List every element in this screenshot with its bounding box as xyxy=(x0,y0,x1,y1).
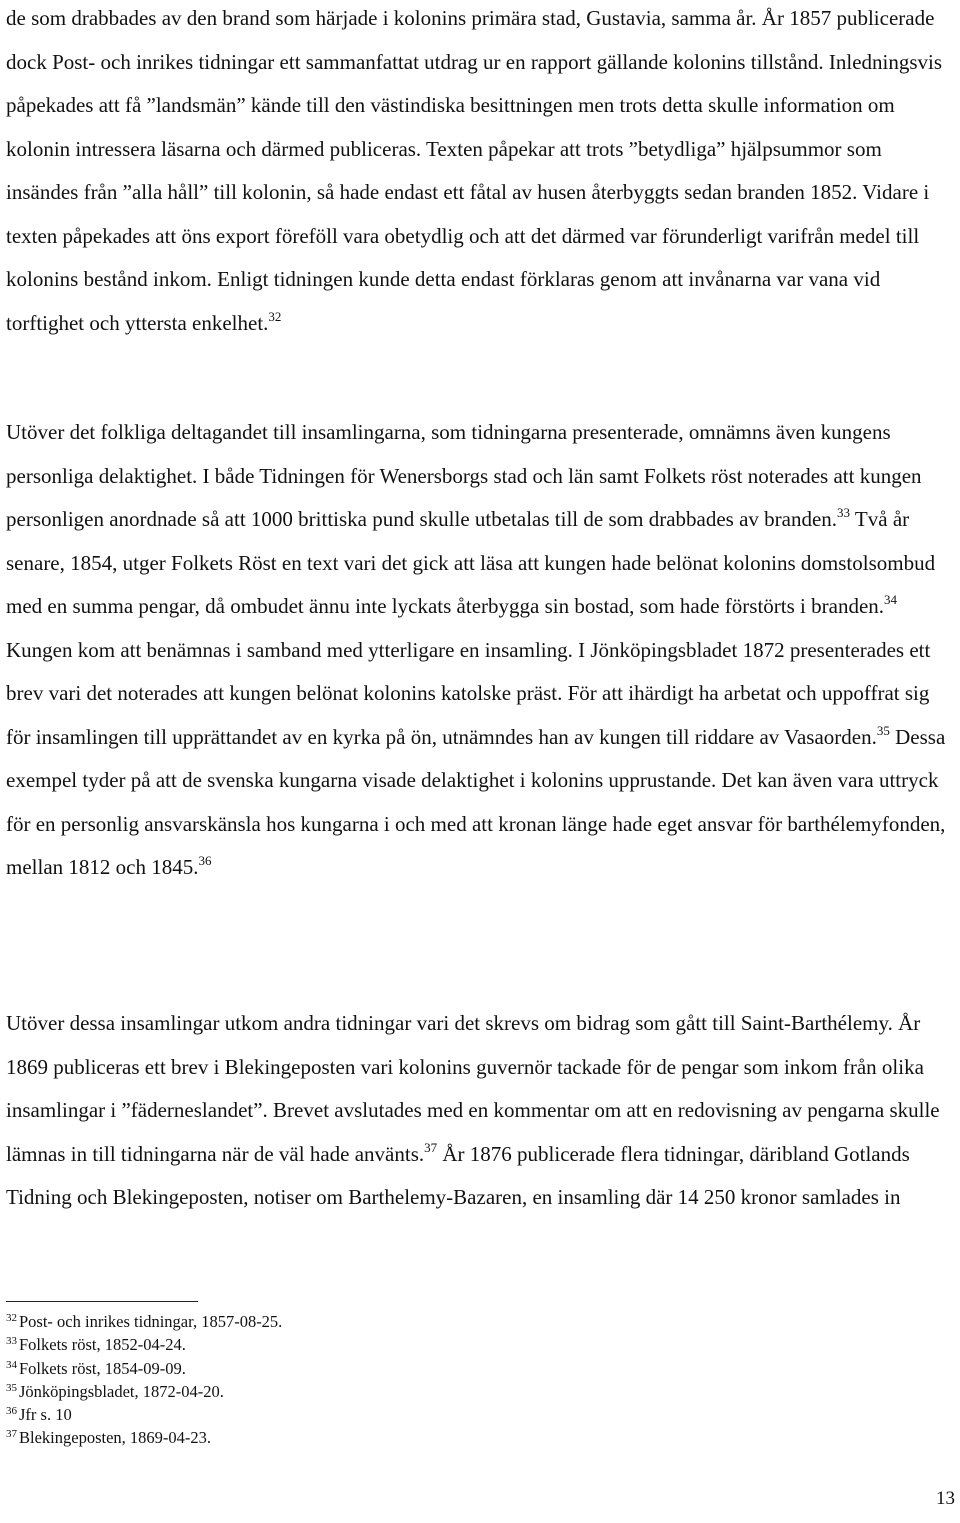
footnote-reference[interactable]: 35 xyxy=(876,722,890,738)
footnote-item xyxy=(6,1426,706,1449)
footnote-item xyxy=(6,1333,706,1356)
paragraph-text: Kungen kom att benämnas i samband med ytterligare en insamling. I Jönköpingsbladet 1872 presenterades ett brev vari det noterades att kungen belönat kolonins katolske präst. För att ihärdigt ha arbetat och uppoffrat sig för insamlingen till upprättandet av en kyrka på ön, utnämndes han av kungen till riddare av Vasaorden. xyxy=(6,637,931,749)
footnote-separator xyxy=(6,1301,198,1302)
footnote-reference[interactable]: 36 xyxy=(198,853,212,868)
footnote-number: 33 xyxy=(6,1335,17,1348)
footnote-number: 37 xyxy=(6,1428,17,1441)
body-paragraph-2 xyxy=(6,411,956,890)
body-paragraph-3 xyxy=(6,1002,956,1220)
footnote-text: Blekingeposten, 1869-04-23. xyxy=(19,1428,212,1448)
footnote-reference[interactable]: 37 xyxy=(424,1139,438,1155)
footnote-text: Folkets röst, 1854-09-09. xyxy=(19,1358,186,1378)
footnote-text: Post- och inrikes tidningar, 1857-08-25. xyxy=(19,1312,283,1331)
footnote-number: 35 xyxy=(6,1381,17,1394)
body-paragraph-1 xyxy=(6,0,956,345)
paragraph-text: Utöver dessa insamlingar utkom andra tidningar vari det skrevs om bidrag som gått till Saint-Barthélemy. År 1869 publiceras ett brev i Blekingeposten vari kolonins guvernör tackade för de pengar som inkom från olika insamlingar i ”fäderneslandet”. Brevet avslutades med en kommentar om att en redovisning av pengarna skulle lämnas in till tidningarna när de väl hade använts. xyxy=(6,1011,940,1166)
paragraph-text: År 1876 publicerade flera tidningar, däribland Gotlands Tidning och Blekingeposten, notiser om Barthelemy-Bazaren, en insamling där 14 250 kronor samlades in xyxy=(6,1141,910,1209)
footnote-number: 36 xyxy=(6,1405,17,1418)
footnote-text: Folkets röst, 1852-04-24. xyxy=(19,1335,186,1355)
footnote-number: 32 xyxy=(6,1312,17,1324)
paragraph-text: Två år senare, 1854, utger Folkets Röst en text vari det gick att läsa att kungen hade belönat kolonins domstolsombud med en summa pengar, då ombudet ännu inte lyckats återbygga sin bostad, som hade förstörts i branden. xyxy=(6,507,936,618)
footnote-number: 34 xyxy=(6,1358,17,1371)
footnote-item xyxy=(6,1357,706,1380)
paragraph-text: Dessa exempel tyder på att de svenska kungarna visade delaktighet i kolonins upprustande. Det kan även vara uttryck för en personlig ansvarskänsla hos kungarna i och med att kronan länge hade eget ansvar för barthélemyfonden, mellan 1812 och 1845. xyxy=(6,724,946,879)
footnote-item xyxy=(6,1403,706,1426)
footnote-text: Jfr s. 10 xyxy=(19,1405,72,1425)
footnote-text: Jönköpingsbladet, 1872-04-20. xyxy=(19,1381,224,1401)
footnote-item xyxy=(6,1380,706,1403)
footnote-item xyxy=(6,1310,706,1333)
footnote-reference[interactable]: 32 xyxy=(268,308,282,324)
page-number: 13 xyxy=(936,1488,955,1509)
footnote-reference[interactable]: 34 xyxy=(884,592,898,607)
paragraph-text: de som drabbades av den brand som härjade i kolonins primära stad, Gustavia, samma år. År 1857 publicerade dock Post- och inrikes tidningar ett sammanfattat utdrag ur en rapport gällande kolonins tillstånd. Inledningsvis påpekades att få ”landsmän” kände till den västindiska besittningen men trots detta skulle information om kolonin intressera läsarna och därmed publiceras. Texten påpekar att trots ”betydliga” hjälpsummor som insändes från ”alla håll” till kolonin, så hade endast ett fåtal av husen återbyggts sedan branden 1852. Vidare i texten påpekades att öns export föreföll vara obetydlig och att det därmed var förunderligt varifrån medel till kolonins bestånd inkom. Enligt tidningen kunde detta endast förklaras genom att invånarna var vana vid torftighet och yttersta enkelhet. xyxy=(6,6,943,335)
paragraph-text: Utöver det folkliga deltagandet till insamlingarna, som tidningarna presenterade, omnämns även kungens personliga delaktighet. I både Tidningen för Wenersborgs stad och län samt Folkets röst noterades att kungen personligen anordnade så att 1000 brittiska pund skulle utbetalas till de som drabbades av branden. xyxy=(6,420,922,531)
footnote-reference[interactable]: 33 xyxy=(837,505,851,520)
footnotes-section xyxy=(6,1310,706,1450)
